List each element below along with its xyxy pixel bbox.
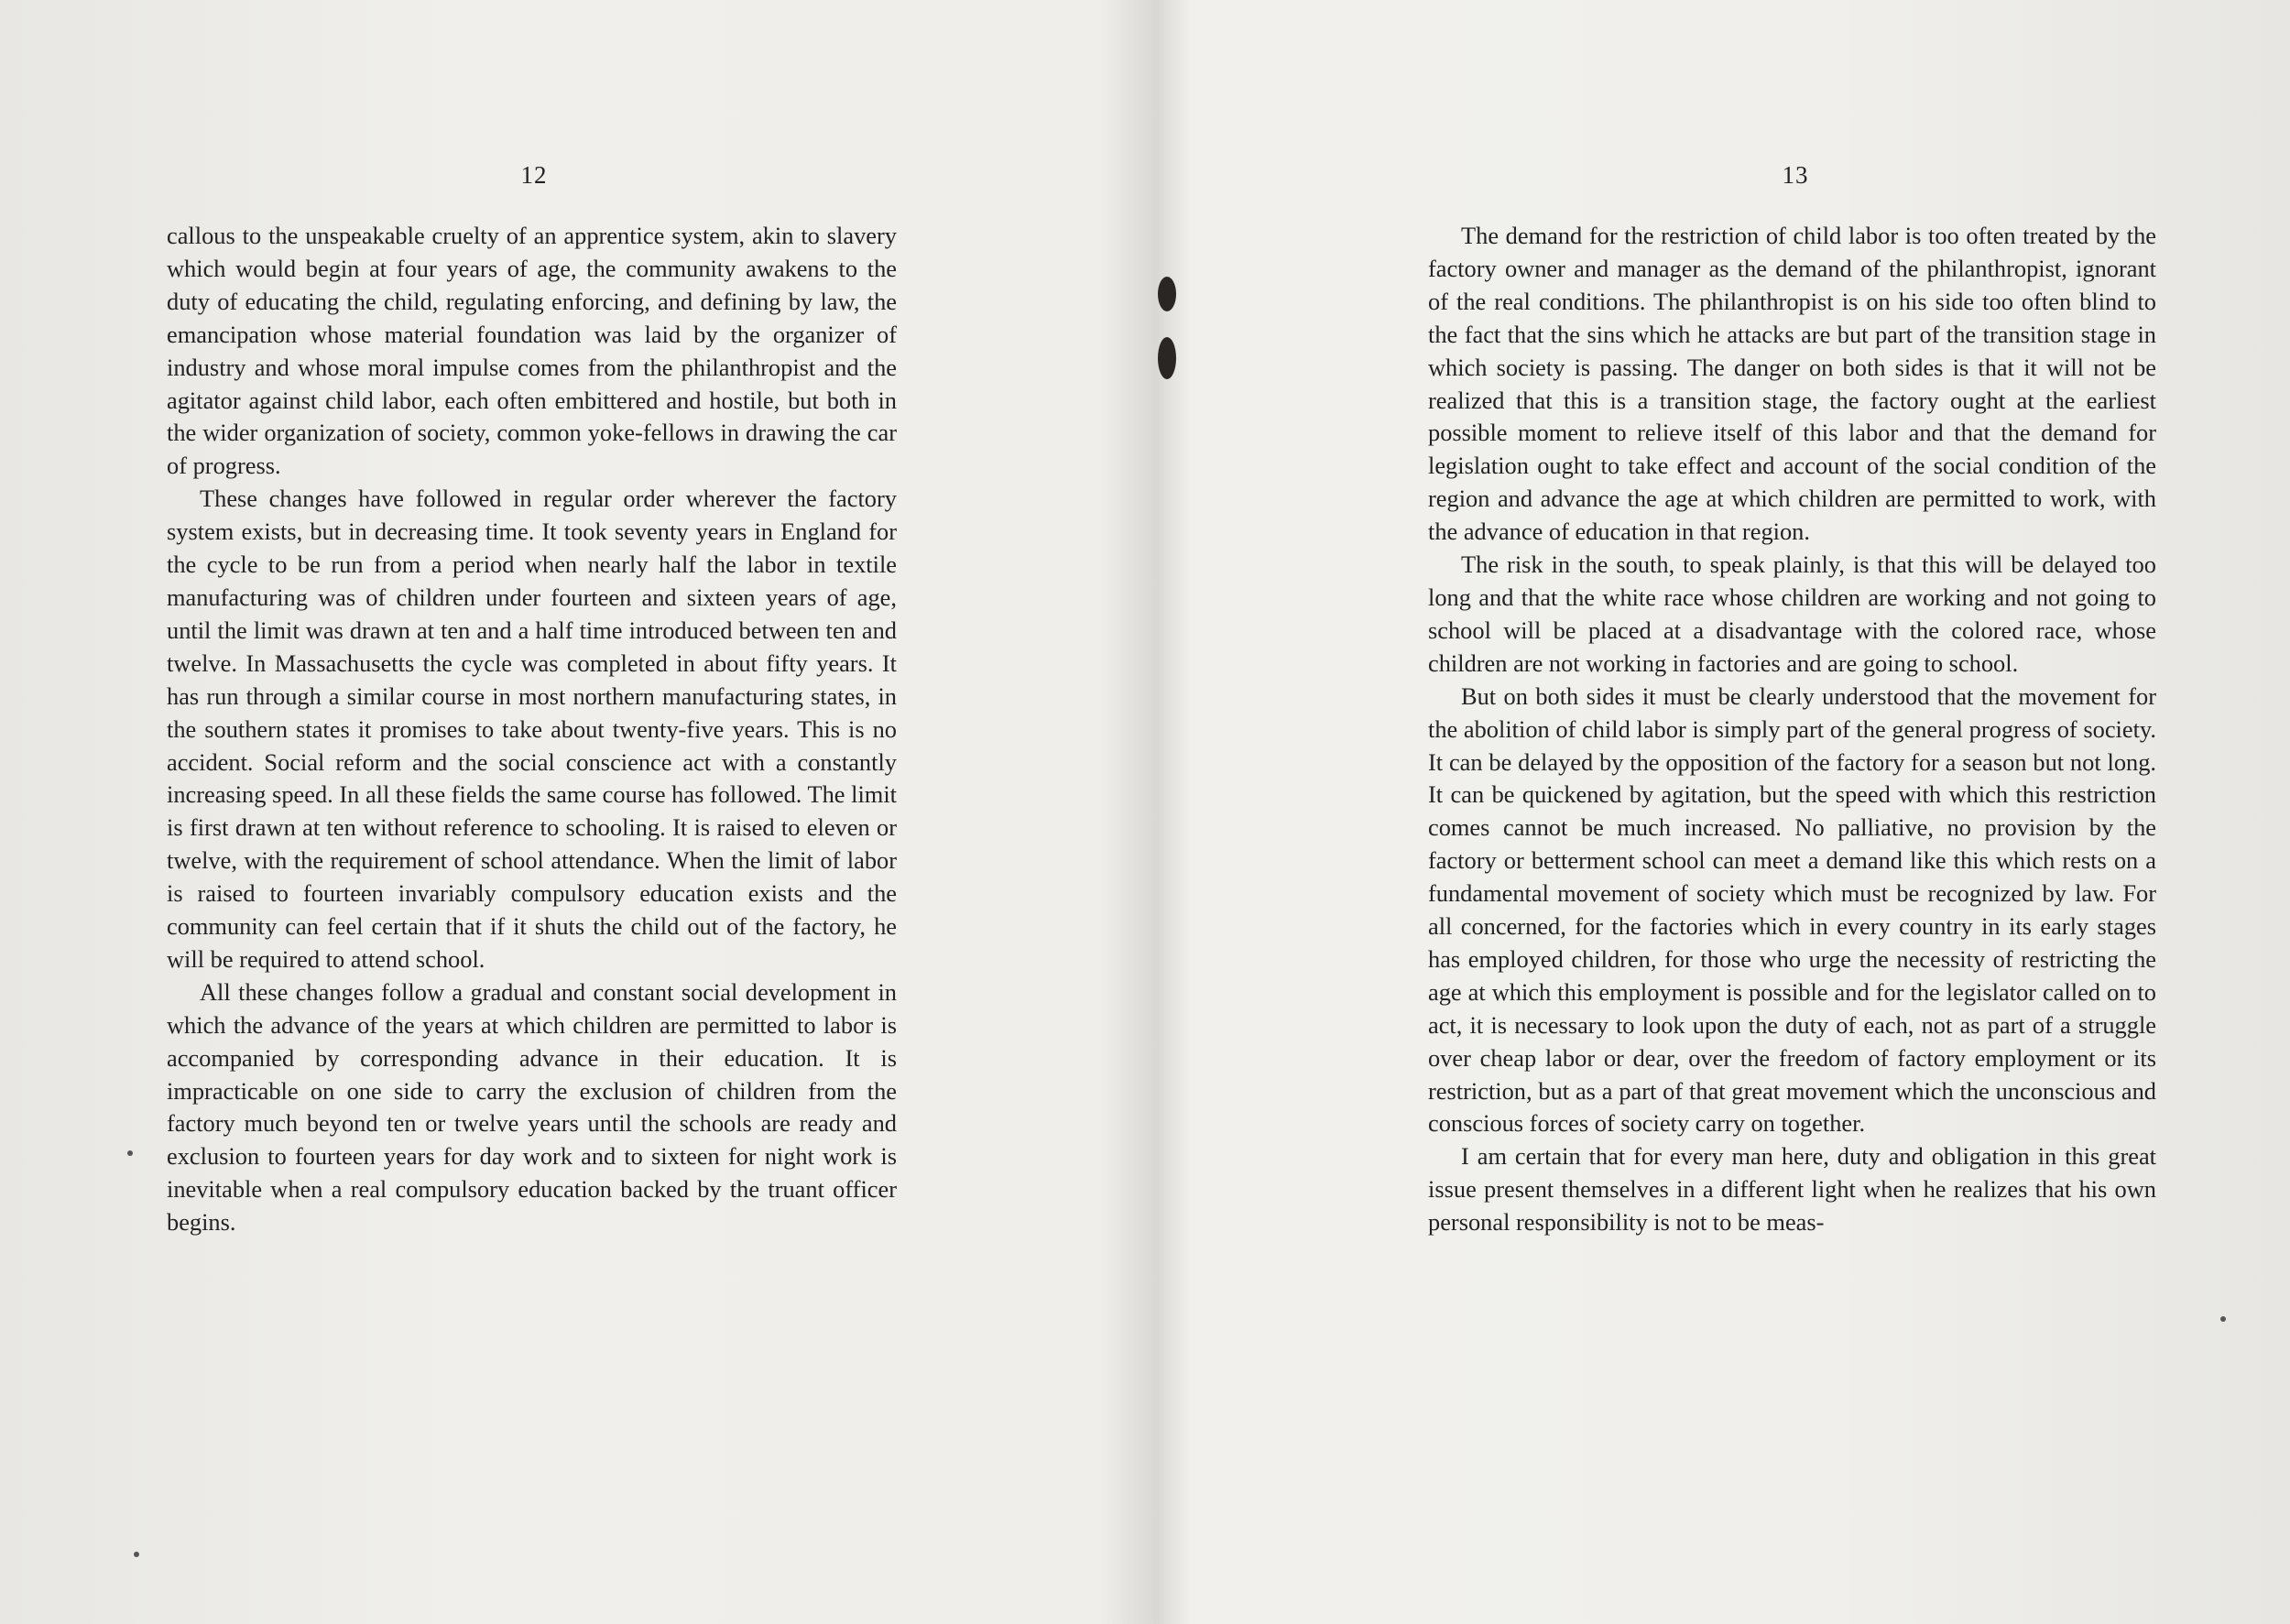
- paragraph: But on both sides it must be clearly understood that the movement for the abolition of child labor is simply part of the general progress of society. It can be delayed by the opposition of the factory for a season but not long. It can be quickened by agitation, but the speed with which this restriction comes cannot be much increased. No palliative, no provision by the factory or betterment school can meet a demand like this which rests on a fundamental movement of society which must be recognized by law. For all concerned, for the factories which in every country in its early stages has employed children, for those who urge the necessity of restricting the age at which this employment is possible and for the legislator called on to act, it is necessary to look upon the duty of each, not as part of a struggle over cheap labor or dear, over the freedom of factory employment or its restriction, but as a part of that great movement which the unconscious and conscious forces of society carry on together.: [1428, 681, 2156, 1138]
- paragraph: These changes have followed in regular order wherever the factory system exists, but in decreasing time. It took seventy years in England for the cycle to be run from a period when nearly half the labor in textile manufacturing was of children under fourteen and sixteen years of age, until the limit was drawn at ten and a half time introduced between ten and twelve. In Massachusetts the cycle was completed in about fifty years. It has run through a similar course in most northern manufacturing states, in the southern states it promises to take about twenty-five years. This is no accident. Social reform and the social conscience act with a constantly increasing speed. In all these fields the same course has followed. The limit is first drawn at ten without reference to schooling. It is raised to eleven or twelve, with the requirement of school attendance. When the limit of labor is raised to fourteen invariably compulsory education exists and the community can feel certain that if it shuts the child out of the factory, he will be required to attend school.: [167, 485, 897, 973]
- page-text: [167, 220, 897, 1239]
- paragraph: I am certain that for every man here, duty and obligation in this great issue present themselves in a different light when he realizes that his own personal responsibility is not to be meas-: [1428, 1142, 2156, 1237]
- right-page: [1163, 0, 2290, 1624]
- paragraph: All these changes follow a gradual and constant social development in which the advance of the years at which children are permitted to labor is accompanied by corresponding advance in their education. It is impracticable on one side to carry the exclusion of children from the factory much beyond ten or twelve years until the schools are ready and exclusion to fourteen years for day work and to sixteen for night work is inevitable when a real compulsory education backed by the truant officer begins.: [167, 977, 897, 1237]
- paragraph: callous to the unspeakable cruelty of an apprentice system, akin to slavery which would begin at four years of age, the community awakens to the duty of educating the child, regulating enforcing, and defining by law, the emancipation whose material foundation was laid by the organizer of industry and whose moral impulse comes from the philanthropist and the agitator against child labor, each often embittered and hostile, but both in the wider organization of society, common yoke-fellows in drawing the car of progress.: [167, 222, 897, 480]
- page-text: [1428, 220, 2156, 1239]
- page-number: 12: [520, 161, 548, 189]
- paragraph: The demand for the restriction of child labor is too often treated by the factory owner and manager as the demand of the philanthropist, ignorant of the real conditions. The philanthropist is on his side too often blind to the fact that the sins which he attacks are but part of the transition stage in which society is passing. The danger on both sides is that it will not be realized that this is a transition stage, the factory ought at the earliest possible moment to relieve itself of this labor and that the demand for legislation ought to take effect and account of the social condition of the region and advance the age at which children are permitted to work, with the advance of education in that region.: [1428, 222, 2156, 546]
- paragraph: The risk in the south, to speak plainly, is that this will be delayed too long and that the white race whose children are working and not going to school will be placed at a disadvantage with the colored race, whose children are not working in factories and are going to school.: [1428, 550, 2156, 677]
- ink-speck: [134, 1552, 139, 1557]
- ink-speck: [2220, 1316, 2226, 1322]
- page-number: 13: [1782, 161, 1809, 189]
- ink-speck: [127, 1150, 133, 1156]
